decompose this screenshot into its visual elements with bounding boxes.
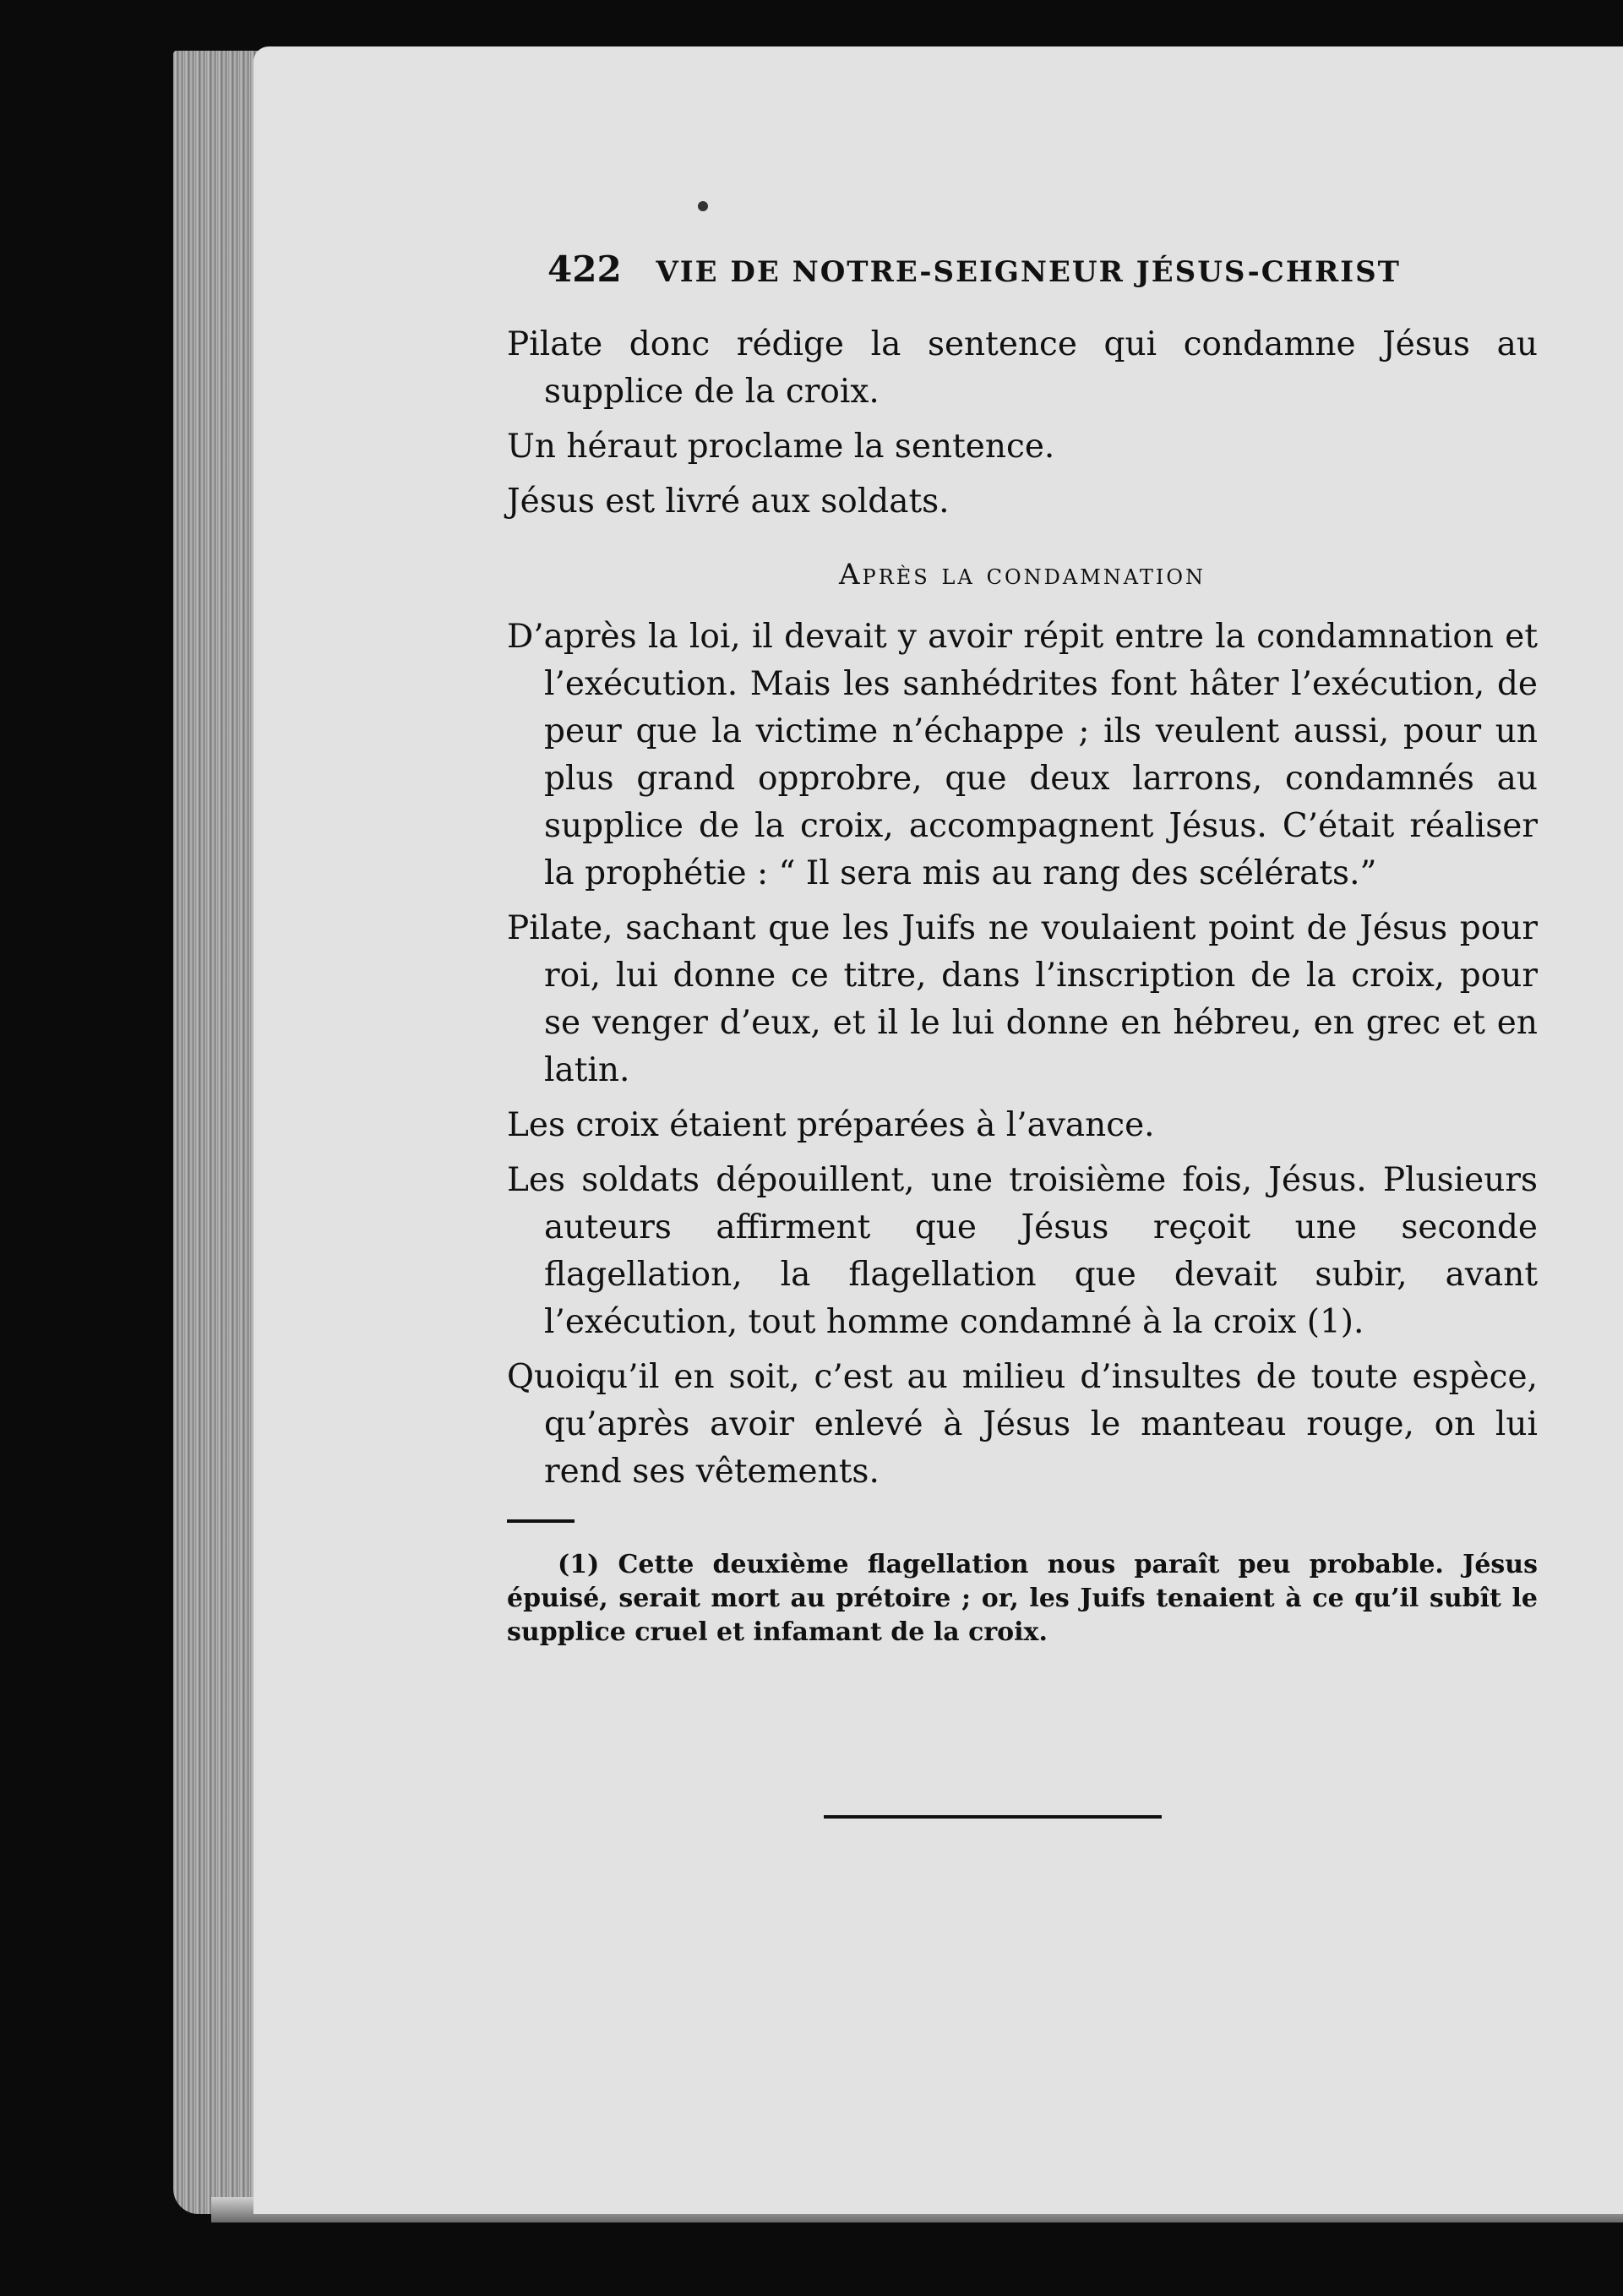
paragraph-crosses: Les croix étaient préparées à l’avance. [507,1106,1155,1144]
paragraph-herald: Un héraut proclame la sentence. [507,428,1055,466]
section-heading: Après la condamnation [839,558,1206,592]
running-title: VIE DE NOTRE-SEIGNEUR JÉSUS-CHRIST [656,255,1401,289]
paragraph-garments: Quoiqu’il en soit, c’est au milieu d’insultes de toute espèce, qu’après avoir enlevé à Jésus le manteau rouge, on lui rend ses vêtements. [507,1358,1538,1491]
page-header [547,248,1401,290]
page-body [507,321,1538,1650]
paragraph-soldiers: Les soldats dépouillent, une troisième fois, Jésus. Plusieurs auteurs affirment que Jésus reçoit une seconde flagellation, la flagellation que devait subir, avant l’exécution, tout homme condamné à la croix (1). [507,1161,1538,1341]
footnote: (1) Cette deuxième flagellation nous paraît peu probable. Jésus épuisé, serait mort au prétoire ; or, les Juifs tenaient à ce qu’il subît le supplice cruel et infamant de la croix. [507,1550,1538,1647]
paragraph-law: D’après la loi, il devait y avoir répit entre la condamnation et l’exécution. Mais les sanhédrites font hâter l’exécution, de peur que la victime n’échappe ; ils veulent aussi, pour un plus grand opprobre, que deux larrons, condamnés au supplice de la croix, accompagnent Jésus. C’était réaliser la prophétie : “ Il sera mis au rang des scélérats.” [507,618,1538,892]
ink-dot-mark [698,201,708,211]
paragraph-sentence: Pilate donc rédige la sentence qui condamne Jésus au supplice de la croix. [507,325,1538,411]
paragraph-delivered: Jésus est livré aux soldats. [507,483,950,521]
page-number: 422 [547,248,622,290]
book-page-edges [173,51,266,2214]
footnote-separator [507,1519,575,1523]
end-rule [824,1815,1162,1819]
paragraph-pilate-title: Pilate, sachant que les Juifs ne voulaient point de Jésus pour roi, lui donne ce titre, dans l’inscription de la croix, pour se venger d’eux, et il le lui donne en hébreu, en grec et en latin. [507,909,1538,1089]
